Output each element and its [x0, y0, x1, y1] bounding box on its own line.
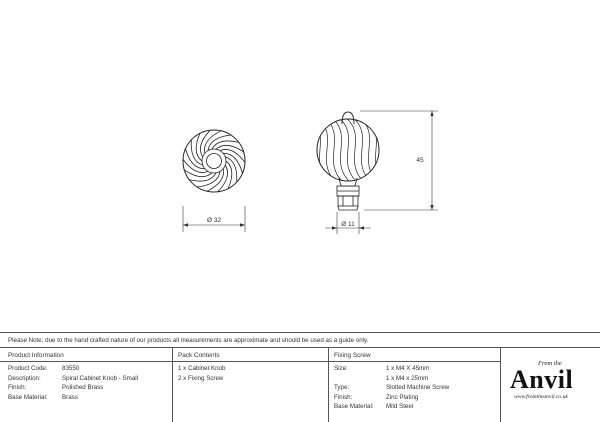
finish-row	[8, 384, 168, 392]
column-divider-1	[172, 347, 173, 422]
front-dimension-label: Ø 32	[206, 217, 222, 224]
front-view-knob	[183, 130, 245, 192]
pack-contents-list	[178, 365, 323, 395]
header-divider	[0, 361, 500, 362]
column-divider-2	[328, 347, 329, 422]
height-dimension-line	[360, 111, 438, 210]
height-dimension-label: 45	[416, 157, 424, 164]
pack-item: 1 x Cabinet Knob	[178, 365, 226, 372]
screw-base-label: Base Material:	[334, 403, 374, 410]
side-width-dimension-label: Ø 11	[341, 221, 355, 228]
panel-top-rule	[0, 332, 600, 333]
pack-contents-header: Pack Contents	[178, 352, 220, 359]
description-row	[8, 375, 168, 383]
logo-url-text: www.fromtheanvil.co.uk	[514, 394, 568, 400]
screw-finish-value: Zinc Plating	[386, 393, 419, 401]
disclaimer-note: Please Note, due to the hand crafted nature of our products all measurements are approximate and should be used as a guide only.	[8, 337, 369, 344]
pack-item: 2 x Fixing Screw	[178, 374, 224, 382]
screw-base-value: Mild Steel	[386, 403, 414, 410]
description-label: Description:	[8, 374, 41, 382]
fixing-screw-table	[334, 365, 496, 417]
screw-finish-label: Finish:	[334, 393, 353, 401]
base-material-label: Base Material:	[8, 393, 48, 401]
screw-size-value: 1 x M4 x 25mm	[386, 374, 429, 382]
screw-size-label: Size:	[334, 365, 348, 372]
note-divider	[0, 347, 600, 348]
screw-size-value: 1 x M4 X 45mm	[386, 365, 430, 372]
base-material-value: Brass	[62, 393, 78, 401]
product-info-header: Product Information	[8, 352, 64, 359]
column-divider-3	[500, 347, 501, 422]
base-material-row	[8, 394, 168, 402]
logo-from-text: From the	[538, 360, 562, 367]
fixing-screw-header: Fixing Screw	[334, 352, 371, 359]
finish-value: Polished Brass	[62, 384, 104, 391]
product-code-value: 83550	[62, 365, 80, 372]
product-info-table	[8, 365, 168, 415]
description-value: Spiral Cabinet Knob - Small	[62, 374, 139, 382]
anvil-logo	[508, 360, 592, 416]
product-code-row	[8, 365, 168, 373]
side-view-knob	[296, 112, 400, 210]
finish-label: Finish:	[8, 384, 27, 391]
product-code-label: Product Code:	[8, 365, 48, 372]
screw-type-value: Slotted Machine Screw	[386, 384, 450, 391]
logo-brand-text: Anvil	[510, 365, 574, 394]
screw-type-label: Type:	[334, 384, 350, 391]
